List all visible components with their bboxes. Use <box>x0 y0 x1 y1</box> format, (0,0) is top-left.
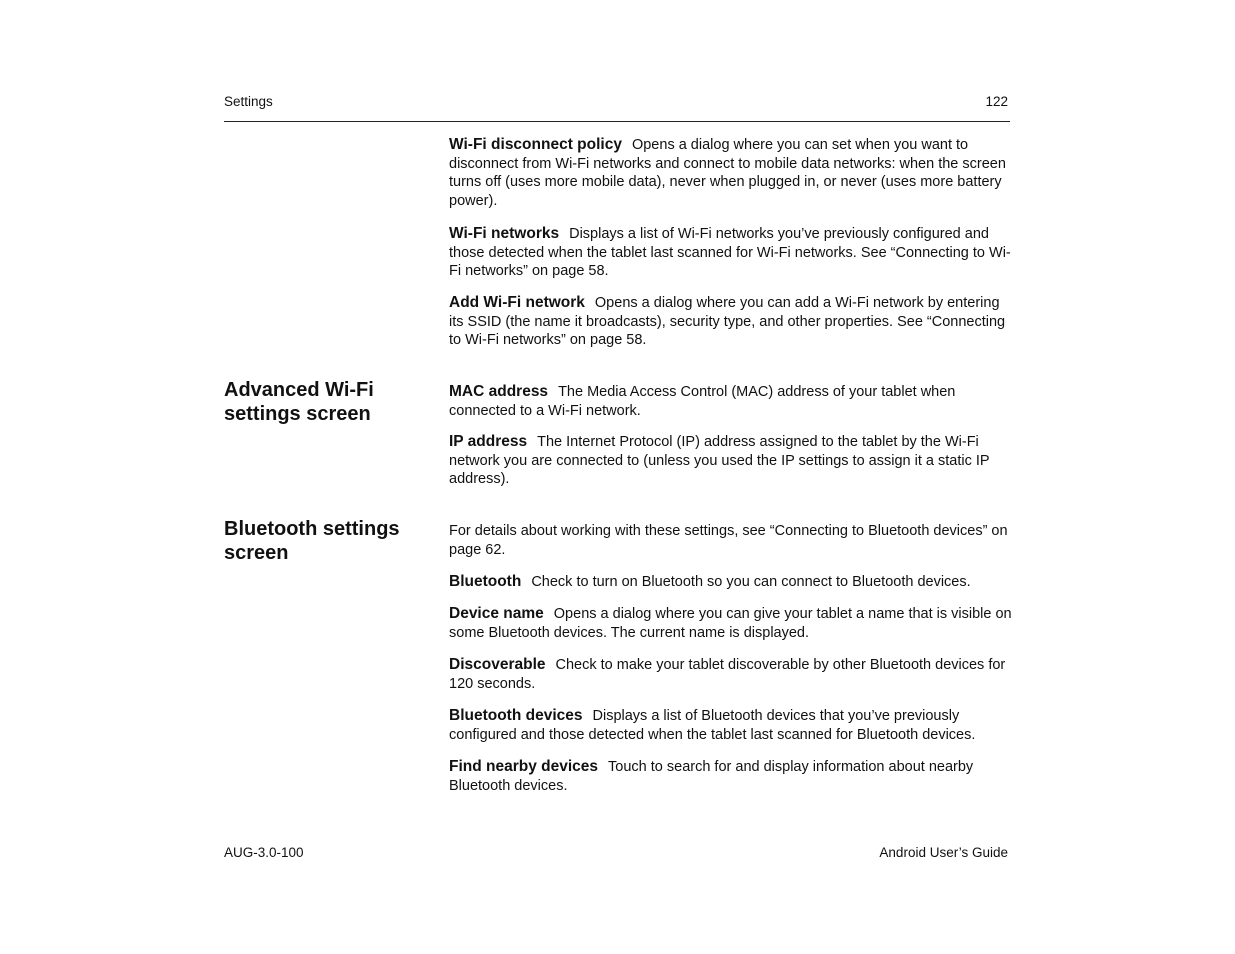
entry-add-wifi-network <box>449 294 1015 350</box>
desc-add-wifi-network: Opens a dialog where you can add a Wi-Fi network by entering its SSID (the name it broadcasts), security type, and other properties. See “Connecting to Wi-Fi networks” on page 58. <box>449 295 1006 349</box>
desc-mac-address: The Media Access Control (MAC) address of your tablet when connected to a Wi-Fi network. <box>449 384 956 419</box>
entry-ip-address <box>449 433 1015 489</box>
term-bluetooth-devices: Bluetooth devices <box>449 707 583 724</box>
term-device-name: Device name <box>449 605 544 622</box>
term-bluetooth: Bluetooth <box>449 573 522 590</box>
entry-device-name <box>449 605 1015 642</box>
footer-doc-code: AUG-3.0-100 <box>224 845 304 860</box>
term-add-wifi-network: Add Wi-Fi network <box>449 294 585 311</box>
entry-find-nearby-devices <box>449 758 1015 795</box>
desc-wifi-networks: Displays a list of Wi-Fi networks you’ve previously configured and those detected when the tablet last scanned for Wi-Fi networks. See “Connecting to Wi-Fi networks” on page 58. <box>449 226 1011 280</box>
heading-bluetooth-settings: Bluetooth settings screen <box>224 518 400 564</box>
term-wifi-disconnect-policy: Wi-Fi disconnect policy <box>449 136 622 153</box>
term-mac-address: MAC address <box>449 383 549 400</box>
desc-bluetooth-devices: Displays a list of Bluetooth devices that you’ve previously configured and those detected when the tablet last scanned for Bluetooth devices. <box>449 708 976 743</box>
entry-wifi-networks <box>449 225 1015 281</box>
term-find-nearby-devices: Find nearby devices <box>449 758 599 775</box>
entry-wifi-disconnect-policy <box>449 136 1015 210</box>
entry-bluetooth-devices <box>449 707 1015 744</box>
entry-bluetooth <box>449 573 1015 592</box>
term-wifi-networks: Wi-Fi networks <box>449 225 560 242</box>
running-header-section: Settings <box>224 94 273 109</box>
page-number: 122 <box>985 94 1008 109</box>
entry-discoverable <box>449 656 1015 693</box>
term-ip-address: IP address <box>449 433 528 450</box>
desc-discoverable: Check to make your tablet discoverable by other Bluetooth devices for 120 seconds. <box>449 657 1006 692</box>
footer-doc-title: Android User’s Guide <box>879 845 1008 860</box>
entry-mac-address <box>449 383 1015 420</box>
desc-bluetooth: Check to turn on Bluetooth so you can connect to Bluetooth devices. <box>531 574 971 590</box>
desc-ip-address: The Internet Protocol (IP) address assigned to the tablet by the Wi-Fi network you are connected to (unless you used the IP settings to assign it a static IP address). <box>449 434 990 488</box>
desc-find-nearby-devices: Touch to search for and display information about nearby Bluetooth devices. <box>449 759 974 794</box>
term-discoverable: Discoverable <box>449 656 546 673</box>
desc-device-name: Opens a dialog where you can give your tablet a name that is visible on some Bluetooth devices. The current name is displayed. <box>449 606 1012 641</box>
bluetooth-intro: For details about working with these settings, see “Connecting to Bluetooth devices” on page 62. <box>449 523 1008 558</box>
desc-wifi-disconnect-policy: Opens a dialog where you can set when you want to disconnect from Wi-Fi networks and connect to mobile data networks: when the screen turns off (uses more mobile data), never when plugged in, or never (uses more battery power). <box>449 137 1006 209</box>
page-header <box>224 93 1010 122</box>
heading-advanced-wifi: Advanced Wi-Fi settings screen <box>224 379 374 425</box>
